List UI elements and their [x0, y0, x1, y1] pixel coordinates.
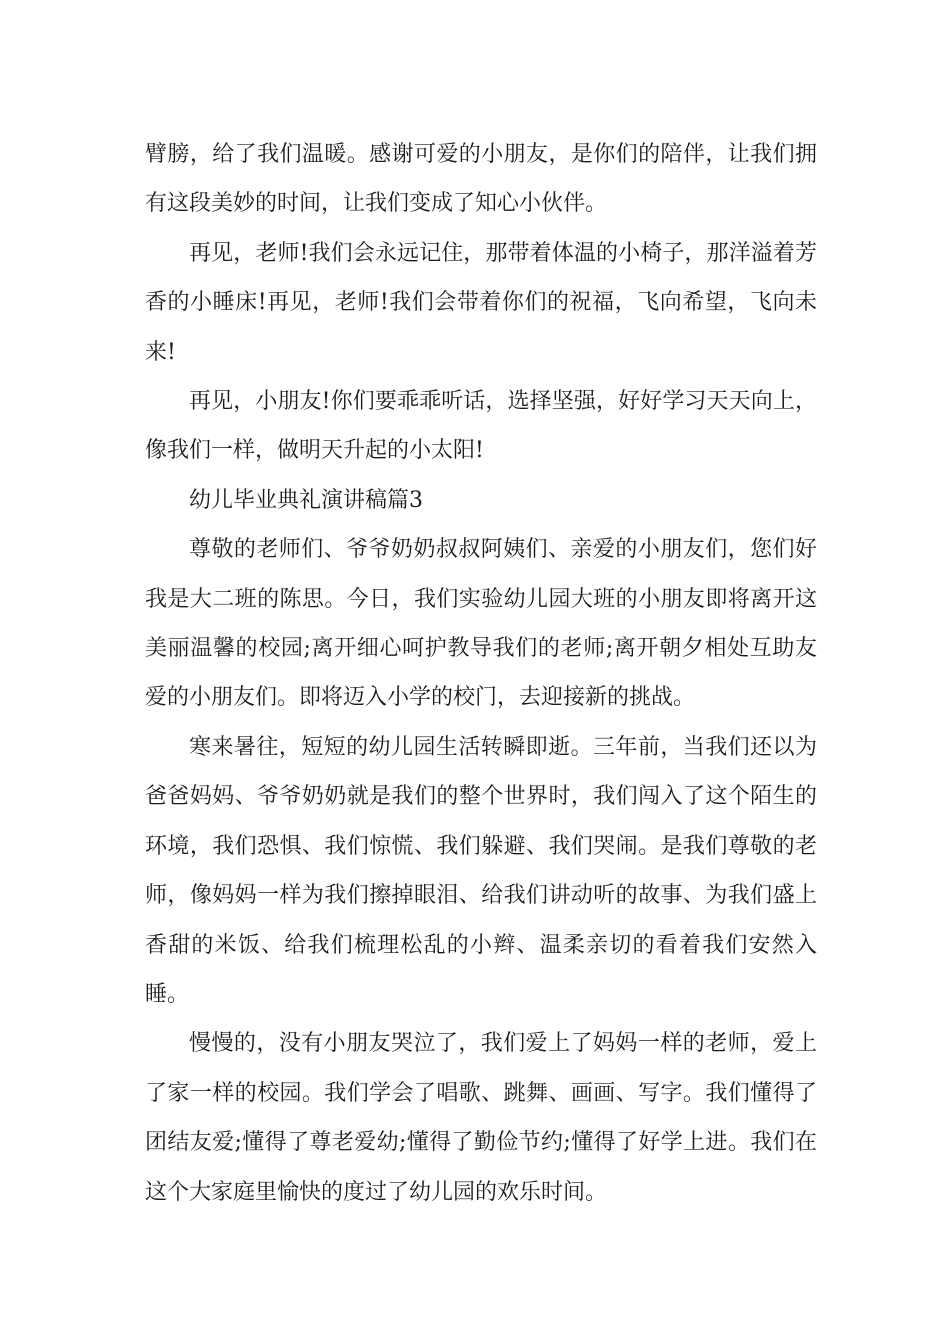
paragraph-continued: 臂膀，给了我们温暖。感谢可爱的小朋友，是你们的陪伴，让我们拥有这段美妙的时间，让我们变成了知心小伙伴。: [145, 142, 817, 217]
section-heading: 幼儿毕业典礼演讲稿篇3: [189, 487, 423, 513]
paragraph-memories: 寒来暑往，短短的幼儿园生活转瞬即逝。三年前，当我们还以为爸爸妈妈、爷爷奶奶就是我们的整个世界时，我们闯入了这个陌生的环境，我们恐惧、我们惊慌、我们躲避、我们哭闹。是我们尊敬的老师，像妈妈一样为我们擦掉眼泪、给我们讲动听的故事、为我们盛上香甜的米饭、给我们梳理松乱的小辫、温柔亲切的看着我们安然入睡。: [145, 734, 817, 1007]
document-body: [145, 130, 817, 1217]
paragraph-farewell-teacher: 再见，老师!我们会永远记住，那带着体温的小椅子，那洋溢着芳香的小睡床!再见，老师!我们会带着你们的祝福，飞向希望，飞向未来!: [145, 240, 817, 365]
paragraph-growth: 慢慢的，没有小朋友哭泣了，我们爱上了妈妈一样的老师，爱上了家一样的校园。我们学会了唱歌、跳舞、画画、写字。我们懂得了团结友爱;懂得了尊老爱幼;懂得了勤俭节约;懂得了好学上进。我们在这个大家庭里愉快的度过了幼儿园的欢乐时间。: [145, 1031, 817, 1205]
paragraph-farewell-friends: 再见，小朋友!你们要乖乖听话，选择坚强，好好学习天天向上，像我们一样，做明天升起的小太阳!: [145, 389, 817, 464]
paragraph-greeting: 尊敬的老师们、爷爷奶奶叔叔阿姨们、亲爱的小朋友们，您们好我是大二班的陈思。今日，我们实验幼儿园大班的小朋友即将离开这美丽温馨的校园;离开细心呵护教导我们的老师;离开朝夕相处互助友爱的小朋友们。即将迈入小学的校门，去迎接新的挑战。: [145, 537, 817, 711]
